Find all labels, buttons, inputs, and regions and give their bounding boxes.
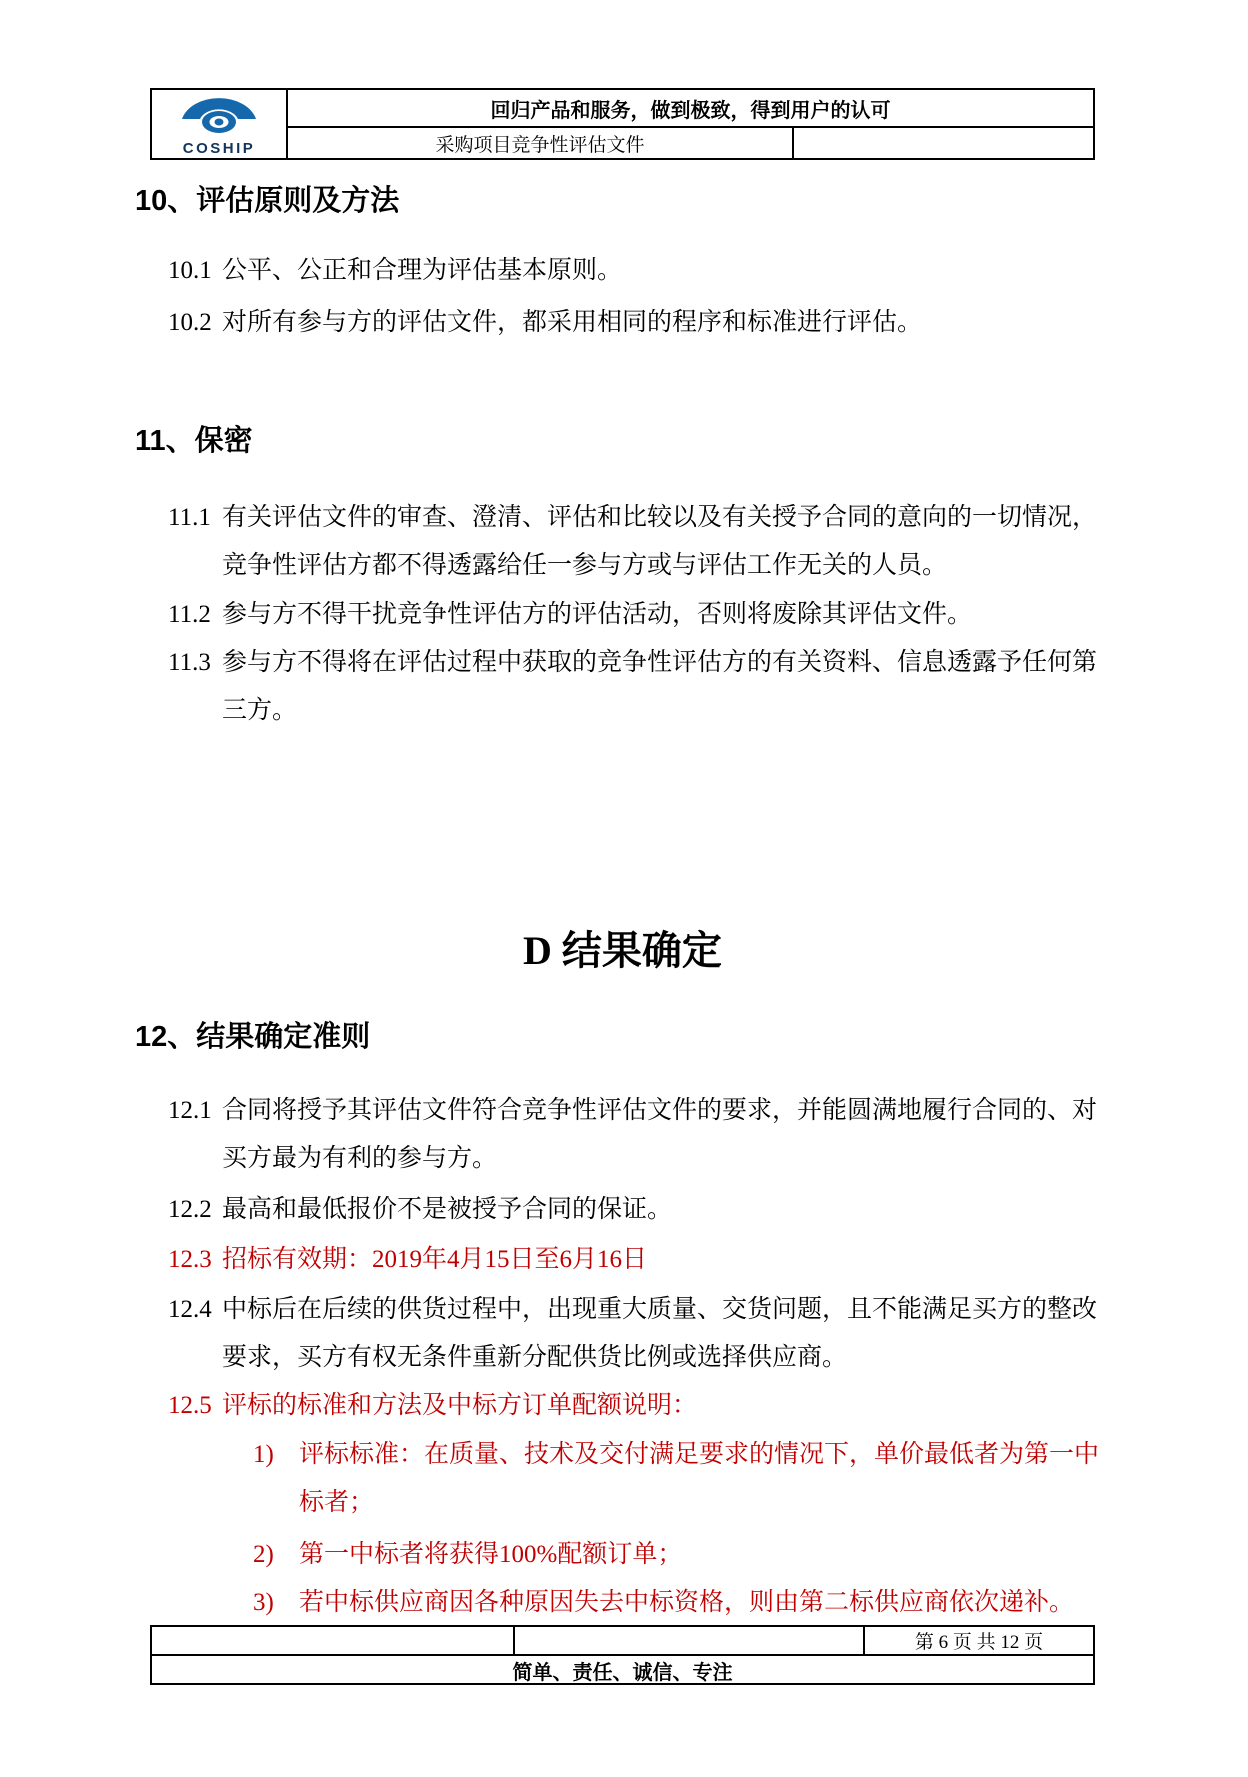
clause-10-1 xyxy=(135,247,1107,295)
section-10-heading: 10、评估原则及方法 xyxy=(135,185,400,217)
clause-label: 10.2 xyxy=(168,309,212,336)
subclause-2 xyxy=(135,1531,1107,1579)
clause-11-1 xyxy=(135,494,1107,590)
header-empty-cell xyxy=(792,128,1093,158)
brand-wordmark: COSHIP xyxy=(182,139,256,157)
subclause-label: 3) xyxy=(253,1589,274,1616)
coship-eye-icon xyxy=(174,93,264,140)
clause-text: 评标的标准和方法及中标方订单配额说明： xyxy=(222,1392,698,1419)
footer-empty-cell-2 xyxy=(515,1627,865,1654)
header-slogan: 回归产品和服务，做到极致，得到用户的认可 xyxy=(288,90,1093,128)
clause-text: 参与方不得将在评估过程中获取的竞争性评估方的有关资料、信息透露予任何第三方。 xyxy=(222,649,1098,724)
clause-12-4 xyxy=(135,1286,1107,1382)
clause-label: 12.5 xyxy=(168,1392,212,1419)
clause-text: 参与方不得干扰竞争性评估方的评估活动，否则将废除其评估文件。 xyxy=(222,601,973,628)
subclause-text: 第一中标者将获得100%配额订单； xyxy=(299,1541,683,1568)
clause-text: 合同将授予其评估文件符合竞争性评估文件的要求，并能圆满地履行合同的、对买方最为有利的参与方。 xyxy=(222,1097,1098,1172)
clause-text: 有关评估文件的审查、澄清、评估和比较以及有关授予合同的意向的一切情况，竞争性评估方都不得透露给任一参与方或与评估工作无关的人员。 xyxy=(222,504,1098,579)
clause-label: 11.2 xyxy=(168,601,211,628)
clause-label: 12.1 xyxy=(168,1097,212,1124)
subclause-label: 1) xyxy=(253,1441,274,1468)
subclause-3 xyxy=(135,1579,1107,1627)
clause-11-3 xyxy=(135,639,1107,735)
section-12-heading: 12、结果确定准则 xyxy=(135,1021,371,1053)
clause-label: 11.3 xyxy=(168,649,211,676)
header-table xyxy=(150,88,1095,160)
section-11-heading: 11、保密 xyxy=(135,425,253,457)
subclause-1 xyxy=(135,1431,1107,1527)
footer-motto: 简单、责任、诚信、专注 xyxy=(152,1654,1093,1685)
subclause-text: 若中标供应商因各种原因失去中标资格，则由第二标供应商依次递补。 xyxy=(299,1589,1075,1616)
clause-12-3 xyxy=(135,1236,1107,1284)
part-d-title: D 结果确定 xyxy=(523,928,722,973)
clause-label: 10.1 xyxy=(168,257,212,284)
clause-text: 招标有效期：2019年4月15日至6月16日 xyxy=(222,1246,648,1273)
clause-12-2 xyxy=(135,1186,1107,1234)
footer-empty-cell-1 xyxy=(152,1627,515,1654)
subclause-label: 2) xyxy=(253,1541,274,1568)
page-number: 第 6 页 共 12 页 xyxy=(914,1632,1044,1653)
clause-label: 12.3 xyxy=(168,1246,212,1273)
company-logo xyxy=(152,90,288,158)
clause-text: 公平、公正和合理为评估基本原则。 xyxy=(222,257,623,284)
subclause-text: 评标标准：在质量、技术及交付满足要求的情况下，单价最低者为第一中标者； xyxy=(299,1441,1100,1516)
clause-text: 最高和最低报价不是被授予合同的保证。 xyxy=(222,1196,673,1223)
clause-label: 11.1 xyxy=(168,504,211,531)
clause-11-2 xyxy=(135,591,1107,639)
clause-text: 对所有参与方的评估文件，都采用相同的程序和标准进行评估。 xyxy=(222,309,923,336)
clause-12-5 xyxy=(135,1382,1107,1430)
clause-text: 中标后在后续的供货过程中，出现重大质量、交货问题，且不能满足买方的整改要求，买方有权无条件重新分配供货比例或选择供应商。 xyxy=(222,1296,1098,1371)
footer-table xyxy=(150,1625,1095,1685)
clause-10-2 xyxy=(135,299,1107,347)
clause-label: 12.4 xyxy=(168,1296,212,1323)
header-doc-type: 采购项目竞争性评估文件 xyxy=(435,134,645,156)
clause-12-1 xyxy=(135,1087,1107,1183)
clause-label: 12.2 xyxy=(168,1196,212,1223)
